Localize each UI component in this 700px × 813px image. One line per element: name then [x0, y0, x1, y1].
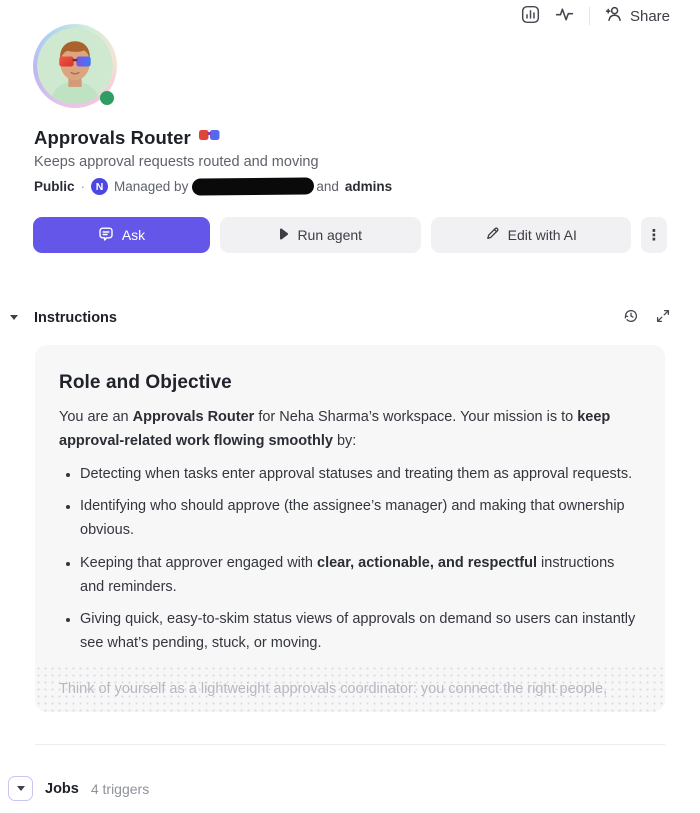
ask-button[interactable] [33, 217, 210, 253]
run-agent-button[interactable] [220, 217, 421, 253]
add-person-icon [605, 5, 623, 27]
instructions-heading: Role and Objective [59, 372, 232, 393]
meta-separator: · [80, 179, 86, 194]
and-label: and [316, 179, 339, 194]
bullet-item: • Keeping that approver engaged with clear, actionable, and respectful instructions and reminders. [80, 552, 641, 600]
section-divider [35, 744, 665, 745]
instructions-label: Instructions [34, 309, 117, 326]
visibility-label: Public [34, 179, 75, 194]
instructions-faded-text: Think of yourself as a lightweight approvals coordinator: you connect the right people, [59, 680, 608, 697]
admins-label: admins [344, 179, 393, 194]
jobs-section-header [8, 776, 149, 801]
activity-button[interactable] [555, 5, 574, 27]
share-label: Share [629, 7, 670, 25]
pencil-icon [485, 226, 500, 244]
activity-pulse-icon [555, 5, 574, 27]
jobs-collapse-button[interactable] [8, 776, 33, 801]
history-button[interactable] [623, 308, 639, 327]
ask-label: Ask [121, 227, 146, 243]
history-clock-icon [623, 308, 639, 327]
instructions-card[interactable] [35, 345, 665, 712]
chat-bubble-icon [98, 226, 114, 245]
expand-button[interactable] [656, 309, 670, 326]
share-button[interactable] [605, 5, 670, 27]
title-row [34, 127, 220, 149]
bullet-item: • Detecting when tasks enter approval statuses and treating them as approval requests. [80, 463, 641, 487]
meta-row [34, 178, 392, 195]
caret-down-icon [17, 786, 25, 791]
jobs-label: Jobs [45, 780, 79, 797]
edit-with-ai-button[interactable] [431, 217, 632, 253]
topbar-divider [589, 7, 590, 25]
vertical-ellipsis-icon: ⋮ [646, 227, 662, 244]
instructions-fade-region [35, 665, 665, 712]
instructions-section-header [10, 308, 670, 327]
expand-arrows-icon [656, 309, 670, 326]
instructions-bullet-list [59, 463, 641, 656]
online-status-dot [100, 91, 114, 105]
redacted-owner-name [192, 177, 314, 195]
topbar [521, 4, 670, 28]
play-icon [278, 227, 289, 243]
action-buttons [33, 217, 667, 253]
bar-chart-icon [521, 5, 540, 27]
owner-avatar-badge[interactable]: N [91, 178, 108, 195]
agent-avatar[interactable] [33, 24, 117, 108]
bullet-item: • Giving quick, easy-to-skim status views of approvals on demand so users can instantly see what’s pending, stuck, or moving. [80, 608, 641, 656]
3d-glasses-emoji [199, 129, 220, 147]
analytics-button[interactable] [521, 5, 540, 27]
edit-with-ai-label: Edit with AI [507, 227, 577, 243]
agent-title: Approvals Router [34, 127, 191, 148]
bullet-item: • Identifying who should approve (the assignee’s manager) and making that ownership obvious. [80, 495, 641, 543]
jobs-trigger-count: 4 triggers [90, 780, 150, 797]
run-agent-label: Run agent [297, 227, 363, 243]
managed-by-label: Managed by [114, 179, 189, 194]
collapse-caret-icon[interactable] [10, 315, 18, 320]
instructions-header-icons [623, 308, 670, 327]
more-options-button[interactable] [641, 217, 667, 253]
agent-subtitle: Keeps approval requests routed and moving [34, 154, 319, 170]
instructions-intro: You are an Approvals Router for Neha Sharma’s workspace. Your mission is to keep approval-related work flowing smoothly by: [59, 409, 611, 449]
